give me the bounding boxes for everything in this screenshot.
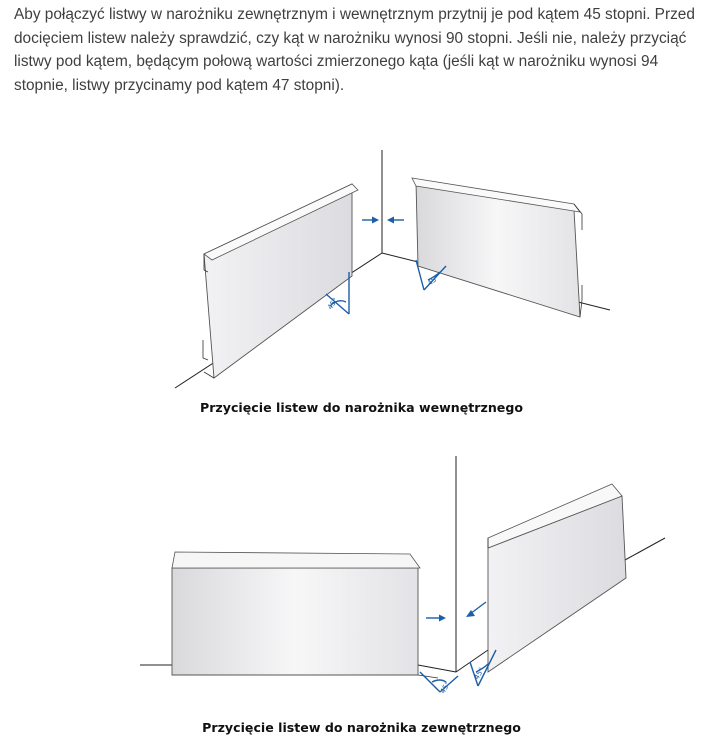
inner-corner-caption: Przycięcie listew do narożnika wewnętrznego <box>199 400 524 415</box>
outer-corner-diagram <box>0 450 723 715</box>
right-outer-skirting-board <box>488 484 626 672</box>
outer-left-angle-label: 45° <box>438 680 452 695</box>
left-outer-skirting-board <box>172 552 438 678</box>
left-angle-label: 45° <box>326 296 340 312</box>
outer-corner-caption: Przycięcie listew do narożnika zewnętrznego <box>202 720 521 735</box>
intro-paragraph: Aby połączyć listwy w narożniku zewnętrznym i wewnętrznym przytnij je pod kątem 45 stopni. Przed docięciem listew należy sprawdzić, czy kąt w narożniku wynosi 90 stopni. Jeśli nie, należy przyciąć listwy pod kątem, będącym połową wartości zmierzonego kąta (jeśli kąt w narożniku wynosi 94 stopnie, listwy przycinamy pod kątem 47 stopni). <box>14 6 695 94</box>
right-skirting-board <box>412 178 582 317</box>
inner-corner-arrows <box>362 217 404 224</box>
outer-right-angle-label: 45° <box>472 666 486 681</box>
right-angle-label: 45° <box>426 273 441 288</box>
inner-corner-diagram <box>0 140 723 395</box>
outer-left-angle-marker <box>420 672 458 695</box>
left-skirting-board <box>203 184 358 378</box>
